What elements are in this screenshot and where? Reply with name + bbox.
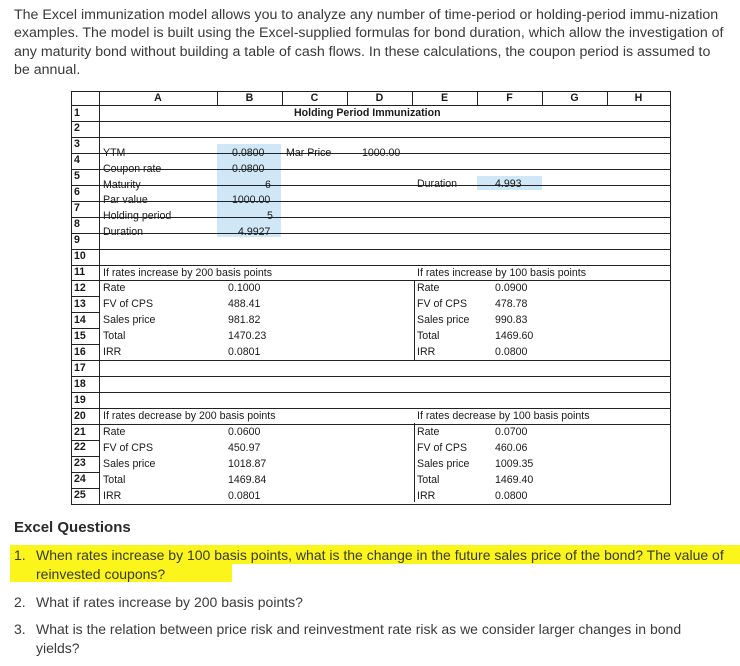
inc100-value: 1469.60 [495,330,534,343]
question-3-num: 3. [14,621,26,637]
col-header-b: B [245,92,254,104]
question-1-num: 1. [14,547,26,563]
inc100-label: Rate [417,282,440,295]
row-number: 13 [74,297,86,310]
question-1 [14,546,730,583]
question-1-text: When rates increase by 100 basis points, what is the change in the future sales price of the bond? The value of reinvested coupons? [36,547,724,582]
label-par: Par value [103,194,148,206]
dec200-label: IRR [103,489,122,502]
inc200-title: If rates increase by 200 basis points [103,266,273,279]
col-header-c: C [310,92,319,104]
label-maturity: Maturity [103,179,141,191]
inc100-value: 990.83 [495,314,528,327]
questions-heading: Excel Questions [14,519,131,536]
intro-paragraph: The Excel immunization model allows you to analyze any number of time-period or holding-period immu-nization examples. The model is built using the Excel-supplied formulas for bond duration, which allow the investigation of any maturity bond without building a table of cash flows. In these calculations, the coupon period is assumed to be annual. [14,7,724,79]
dec200-label: FV of CPS [103,441,154,454]
question-3-text: What is the relation between price risk and reinvestment rate risk as we consider larger changes in bond yields? [36,621,682,656]
row-number: 10 [74,250,86,263]
value-holding: 5 [267,210,273,222]
inc100-label: IRR [417,346,436,359]
value-duration-2: 4.993 [495,178,522,190]
dec200-label: Total [103,473,126,486]
dec200-value: 0.0600 [228,426,261,438]
row-number: 22 [74,441,86,454]
dec100-value: 0.0800 [495,489,528,502]
col-header-g: G [570,92,579,104]
row-number: 1 [74,106,80,119]
col-header-f: F [506,92,513,104]
row-number: 6 [74,186,80,199]
dec200-label: Sales price [103,457,156,470]
row-number: 5 [74,170,80,183]
row-number: 14 [74,313,86,326]
dec100-label: IRR [417,489,436,502]
dec100-label: Rate [417,426,440,438]
dec100-label: Total [417,473,440,486]
row-number: 23 [74,457,86,470]
label-coupon: Coupon rate [103,163,162,175]
spreadsheet-image [71,91,671,505]
question-2-text: What if rates increase by 200 basis points? [36,594,303,610]
value-par: 1000.00 [232,194,271,206]
row-number: 11 [74,266,86,278]
label-duration-2: Duration [417,178,458,190]
dec200-title: If rates decrease by 200 basis points [103,410,276,423]
row-number: 25 [74,489,86,502]
dec100-title: If rates decrease by 100 basis points [417,410,590,423]
label-holding: Holding period [103,210,172,222]
row-number: 24 [74,473,86,486]
label-mar-price: Mar Price [286,147,332,159]
row-number: 20 [74,409,86,422]
row-number: 9 [74,234,80,247]
dec100-value: 0.0700 [495,426,528,438]
sheet-title: Holding Period Immunization [294,107,441,119]
inc200-value: 0.1000 [228,282,261,295]
value-ytm: 0.0800 [232,147,265,159]
row-number: 2 [74,122,80,135]
col-header-d: D [375,92,384,104]
col-header-h: H [634,92,643,104]
dec100-value: 1009.35 [495,457,534,470]
dec200-value: 1018.87 [228,457,267,470]
row-number: 18 [74,377,86,390]
value-coupon: 0.0800 [232,163,265,175]
value-duration: 4.9927 [238,226,271,238]
inc200-value: 1470.23 [228,330,267,343]
dec200-value: 0.0801 [228,489,261,502]
inc100-label: FV of CPS [417,298,468,311]
row-number: 4 [74,154,80,167]
value-maturity: 6 [265,179,271,191]
inc200-value: 488.41 [228,298,261,311]
dec200-label: Rate [103,426,126,438]
row-number: 15 [74,329,86,342]
inc200-label: Total [103,330,126,343]
value-mar-price: 1000.00 [362,147,401,159]
row-number: 17 [74,361,86,374]
question-3 [14,620,730,657]
inc100-value: 0.0800 [495,346,528,359]
row-number: 16 [74,345,86,358]
row-number: 12 [74,281,86,294]
row-number: 19 [74,393,86,406]
inc100-label: Total [417,330,440,343]
inc200-value: 981.82 [228,314,261,327]
inc200-label: Sales price [103,314,156,327]
label-duration: Duration [103,226,144,238]
inc100-value: 0.0900 [495,282,528,295]
inc200-label: IRR [103,346,122,359]
dec200-value: 450.97 [228,441,261,454]
dec100-value: 1469.40 [495,473,534,486]
row-number: 8 [74,218,80,231]
dec100-label: FV of CPS [417,441,468,454]
col-header-e: E [440,92,449,104]
dec100-label: Sales price [417,457,470,470]
question-2 [14,593,730,612]
inc100-title: If rates increase by 100 basis points [417,266,587,279]
inc100-label: Sales price [417,314,470,327]
inc200-value: 0.0801 [228,346,261,359]
row-number: 3 [74,138,80,151]
col-header-a: A [154,92,162,104]
inc100-value: 478.78 [495,298,528,311]
dec100-value: 460.06 [495,441,528,454]
inc200-label: Rate [103,282,126,295]
question-2-num: 2. [14,594,26,610]
label-ytm: YTM [103,147,126,159]
row-number: 7 [74,202,80,215]
row-number: 21 [74,425,86,438]
dec200-value: 1469.84 [228,473,267,486]
inc200-label: FV of CPS [103,298,154,311]
